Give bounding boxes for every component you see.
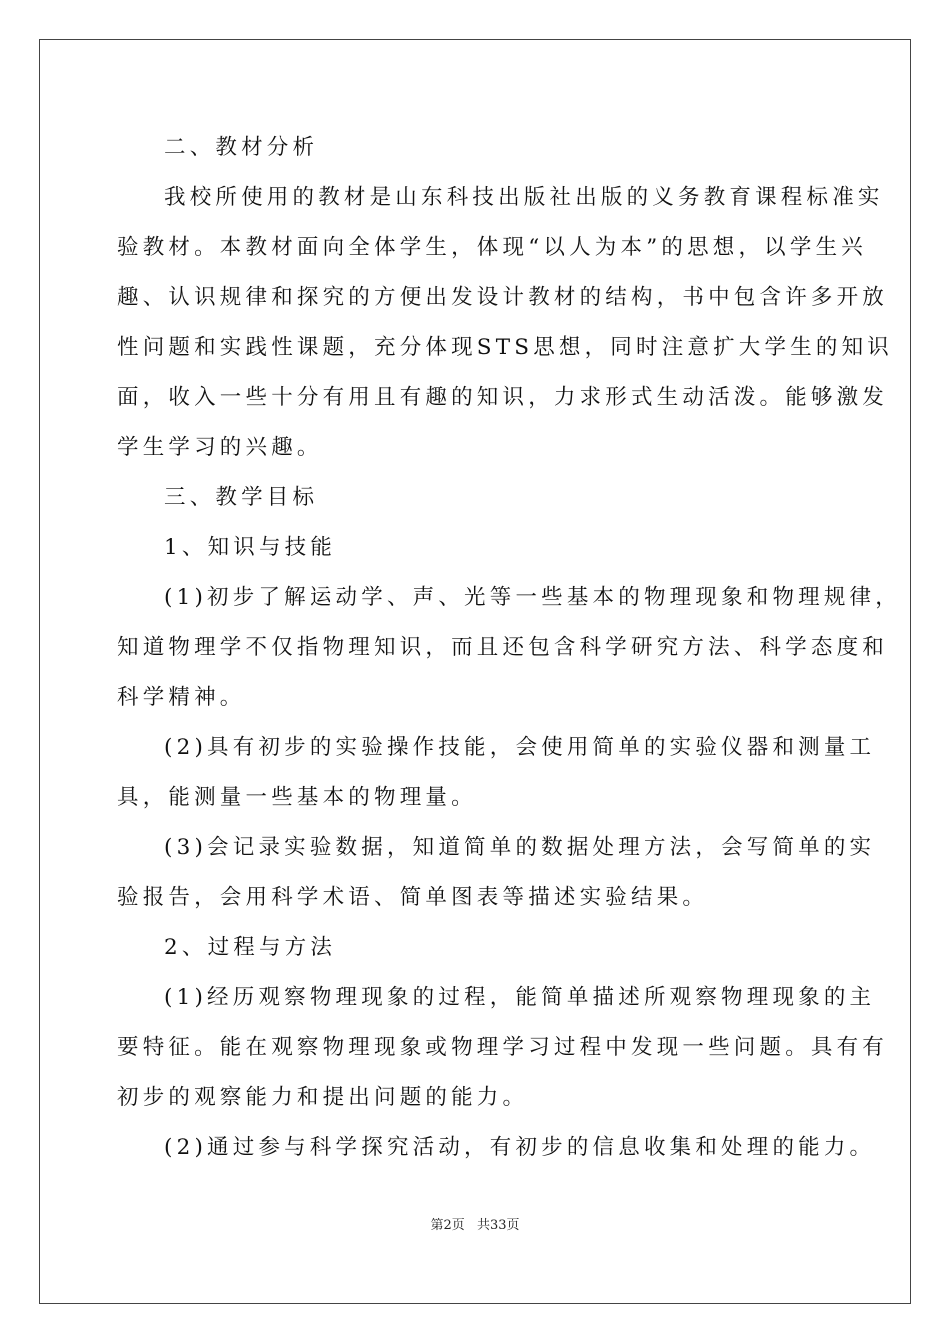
paragraph-line: 面，收入一些十分有用且有趣的知识，力求形式生动活泼。能够激发 — [117, 385, 889, 410]
paragraph-line: 验教材。本教材面向全体学生，体现“以人为本”的思想，以学生兴 — [117, 235, 867, 260]
page-number: 第2页 — [430, 1218, 465, 1233]
paragraph-line: (1)经历观察物理现象的过程，能简单描述所观察物理现象的主 — [164, 985, 876, 1010]
paragraph-line: 知道物理学不仅指物理知识，而且还包含科学研究方法、科学态度和 — [117, 635, 889, 660]
paragraph-line: 性问题和实践性课题，充分体现STS思想，同时注意扩大学生的知识 — [117, 335, 894, 360]
paragraph-line: (2)通过参与科学探究活动，有初步的信息收集和处理的能力。 — [164, 1135, 876, 1160]
page-footer — [0, 1216, 950, 1236]
section-heading: 二、教材分析 — [164, 135, 319, 160]
paragraph-line: 科学精神。 — [117, 685, 246, 710]
paragraph-line: 具，能测量一些基本的物理量。 — [117, 785, 477, 810]
paragraph-line: 验报告，会用科学术语、简单图表等描述实验结果。 — [117, 885, 709, 910]
subsection-heading: 1、知识与技能 — [164, 535, 337, 560]
paragraph-line: (1)初步了解运动学、声、光等一些基本的物理现象和物理规律， — [164, 585, 901, 610]
paragraph-line: 初步的观察能力和提出问题的能力。 — [117, 1085, 529, 1110]
section-heading: 三、教学目标 — [164, 485, 319, 510]
paragraph-line: 趣、认识规律和探究的方便出发设计教材的结构，书中包含许多开放 — [117, 285, 889, 310]
paragraph-line: 我校所使用的教材是山东科技出版社出版的义务教育课程标准实 — [164, 185, 884, 210]
paragraph-line: 学生学习的兴趣。 — [117, 435, 323, 460]
paragraph-line: (2)具有初步的实验操作技能，会使用简单的实验仪器和测量工 — [164, 735, 876, 760]
page-total: 共33页 — [476, 1218, 520, 1233]
paragraph-line: (3)会记录实验数据，知道简单的数据处理方法，会写简单的实 — [164, 835, 876, 860]
paragraph-line: 要特征。能在观察物理现象或物理学习过程中发现一些问题。具有有 — [117, 1035, 889, 1060]
subsection-heading: 2、过程与方法 — [164, 935, 337, 960]
